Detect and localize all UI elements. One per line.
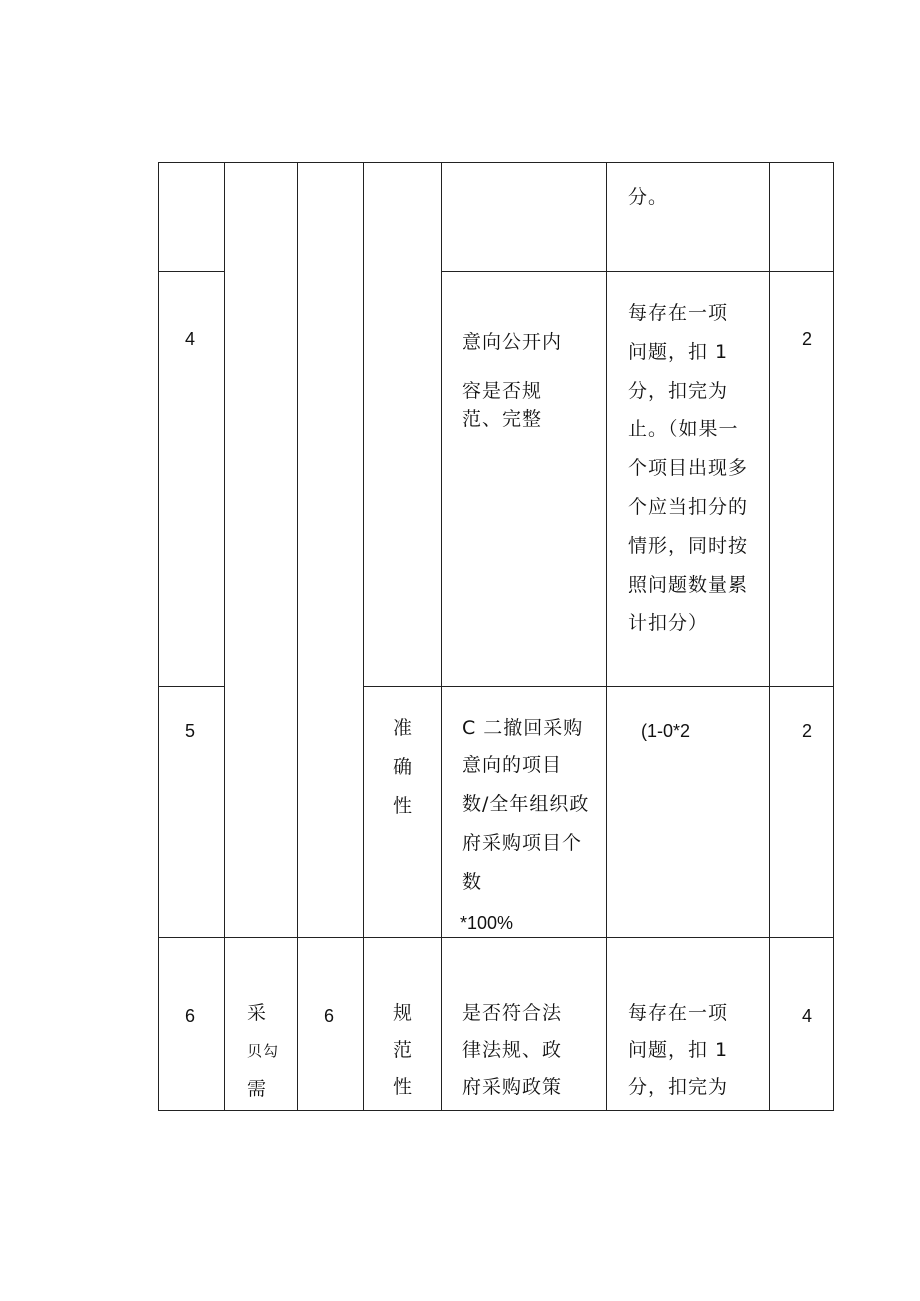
category-text: 贝勾	[247, 1042, 280, 1060]
score-value: 2	[802, 329, 813, 349]
category-text: 需	[247, 1078, 268, 1100]
method-text: 分。	[628, 186, 669, 208]
row-number: 6	[185, 1006, 196, 1026]
method-text: 每存在一项	[628, 302, 729, 324]
criteria-text: *100%	[460, 913, 514, 933]
method-text: 每存在一项	[628, 1002, 729, 1024]
criteria-text: 府采购项目个	[462, 832, 583, 854]
criteria-text: 是否符合法	[462, 1002, 563, 1024]
table-border-left	[158, 162, 159, 1111]
criteria-text: 意向公开内	[462, 331, 563, 353]
method-text: 情形，同时按	[628, 535, 749, 557]
criteria-text: 范、完整	[462, 408, 543, 430]
table-border-right	[833, 162, 834, 1111]
criteria-text: 意向的项目	[462, 754, 563, 776]
criteria-text: 律法规、政	[462, 1039, 563, 1061]
criteria-text: C 二撤回采购	[462, 717, 584, 739]
indicator-text: 准	[393, 717, 414, 739]
criteria-text: 容是否规	[462, 380, 543, 402]
column-divider	[363, 162, 364, 1111]
method-text: 问题，扣 1	[628, 1039, 729, 1061]
method-text: 个应当扣分的	[628, 496, 749, 518]
row-number: 5	[185, 721, 196, 741]
indicator-text: 规	[393, 1002, 414, 1024]
row-number: 4	[185, 329, 196, 349]
indicator-text: 性	[393, 795, 414, 817]
criteria-text: 数	[462, 871, 483, 893]
criteria-text: 府采购政策	[462, 1076, 563, 1098]
method-text: 问题，扣 1	[628, 341, 729, 363]
score-value: 4	[802, 1006, 813, 1026]
indicator-text: 范	[393, 1039, 414, 1061]
table-border-top	[158, 162, 833, 163]
method-text: 计扣分）	[628, 612, 709, 634]
column-divider	[297, 162, 298, 1111]
column-divider	[606, 162, 607, 1111]
criteria-text: 数/全年组织政	[462, 793, 590, 815]
score-value: 2	[802, 721, 813, 741]
row-divider	[158, 271, 224, 272]
column-divider	[769, 162, 770, 1111]
method-text: 分，扣完为	[628, 1076, 729, 1098]
method-text: (1-0*2	[641, 721, 691, 741]
weight-value: 6	[324, 1006, 335, 1026]
method-text: 分，扣完为	[628, 380, 729, 402]
table-border-bottom	[158, 1110, 833, 1111]
row-divider	[158, 686, 224, 687]
indicator-text: 确	[393, 756, 414, 778]
row-divider	[441, 271, 833, 272]
category-text: 采	[247, 1002, 268, 1024]
row-divider	[158, 937, 833, 938]
method-text: 个项目出现多	[628, 457, 749, 479]
row-divider	[363, 686, 833, 687]
method-text: 止。（如果一	[628, 418, 739, 440]
column-divider	[441, 162, 442, 1111]
column-divider	[224, 162, 225, 1111]
method-text: 照问题数量累	[628, 574, 749, 596]
indicator-text: 性	[393, 1076, 414, 1098]
